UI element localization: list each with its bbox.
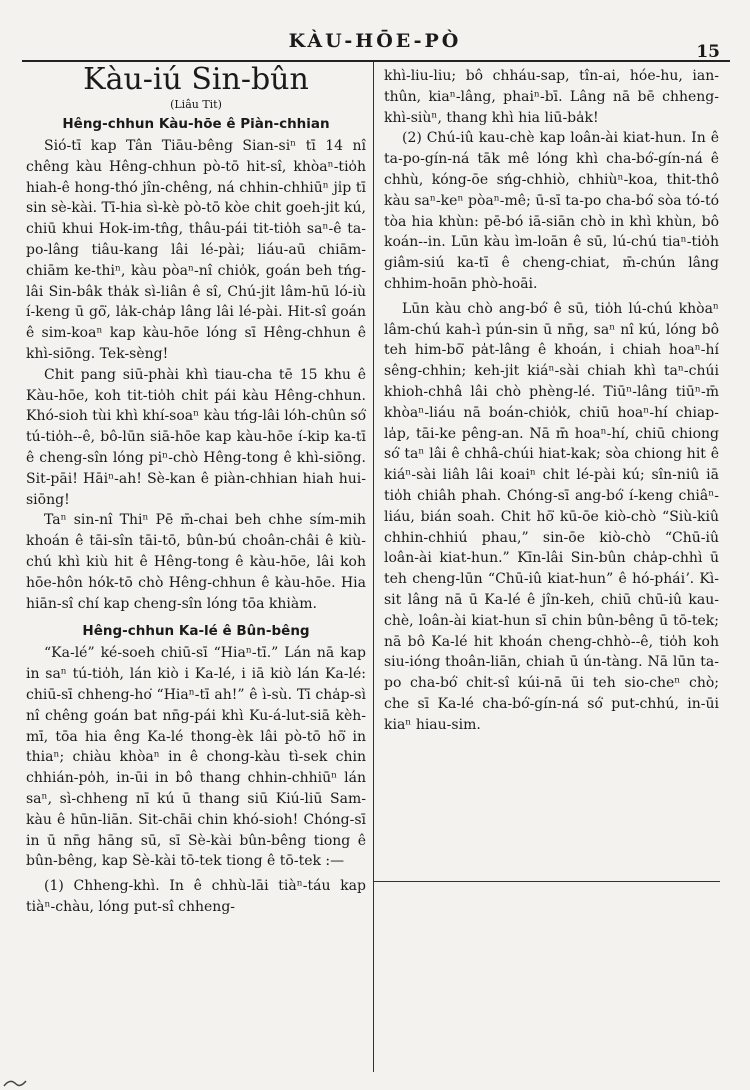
body-paragraph: “Ka-lé” ké-soeh chiū-sī “Hiaⁿ-tī.” Lán nā kap in saⁿ tú-tio̍h, lán kiò i Ka-lé, i iā kiò lán Ka-lé: chiū-sī chheng-ho͘ “Hiaⁿ-tī ah!” ê ì-sù. Tī cha̍p-sì nî chêng goán bat nn̄g-pái khì Ku-á-lut-siā kèh-mī, tōa hia êng Ka-lé thong-èk lâi pò-tō hō͘ in thiaⁿ; chiàu khòaⁿ in ê chong-kàu tì-sek chin chhián-po̍h, in-ūi in bô thang chhin-chhiūⁿ lán saⁿ, sì-chheng nī kú ū thang siū Kiú-liū Sam-kàu ê hūn-liān. Sit-chāi chin khó-sioh! Chóng-sī in ū nn̄g hāng sū, sī Sè-kài bûn-bêng tiong ê bûn-bêng, kap Sè-kài tō-tek tiong ê tō-tek :—	[26, 645, 366, 870]
body-paragraph: Lūn kàu chò ang-bó͘ ê sū, tio̍h lú-chú khòaⁿ lâm-chú kah-ì pún-sin ū nn̄g, saⁿ nî kú, lóng bô teh him-bō͘ pa̍t-lâng ê khoán, i chiah hoaⁿ-hí sêng-chhin; keh-ji̍t kiáⁿ-sài chiah khì taⁿ-chúi khioh-chhâ lâi chò phèng-lé. Tiūⁿ-lâng tiūⁿ-m̄ khòaⁿ-liáu nā boán-chio̍k, chiū hoaⁿ-hí chiap-la̍p, tāi-ke pêng-an. Nā m̄ hoaⁿ-hí, chiū chiong só͘ taⁿ lâi ê chhâ-chúi hiat-kak; sòa chiong hit ê kiáⁿ-sài liâh lâi koaiⁿ chi̍t lé-pài kú; sîn-niû iā tio̍h chiâh phah. Chóng-sī ang-bó͘ í-keng chiâⁿ-liáu, bián soah. Chit hō͘ kū-ōe kiò-chò “Siù-kiû chhin-chhiú phau,” sin-ōe kiò-chò “Chū-iû loân-ài kiat-hun.” Kīn-lâi Sin-bûn cha̍p-chhì ū teh cheng-lūn “Chū-iû kiat-hun” ê hó-pháiʼ. Kì-sit lâng nā ū Ka-lé ê jîn-keh, chiū chū-iû kau-chè, loân-ài kiat-hun sī chin bûn-bêng ū tō-tek; nā bô Ka-lé hit khoán cheng-chhò--ê, tio̍h koh siu-ióng thoân-liān, chiah ū ún-tàng. Nā lūn ta-po cha-bó͘ chi̍t-sî kúi-nā ūi teh sio-cheⁿ chò; che sī Ka-lé cha-bó͘-gín-ná só͘ put-chhú, in-ūi kiaⁿ hiau-sim.	[384, 300, 719, 733]
body-paragraph: Taⁿ sin-nî Thiⁿ Pē m̄-chai beh chhe sím-mih khoán ê tāi-sîn tāi-tō, bûn-bú choân-châi ê kiù-chú khì kiù hit ê Hêng-tong ê kàu-hōe, lâi koh hōe-hôn hók-tō chò Hêng-chhun ê kàu-hōe. Hia hiān-sî chí kap cheng-sîn lóng tōa khiàm.	[26, 512, 366, 612]
left-column	[26, 62, 366, 918]
article-title: Kàu-iú Sin-bûn	[83, 62, 309, 97]
body-paragraph: Chit pang siū-phài khì tiau-cha tē 15 khu ê Kàu-hōe, koh tit-tio̍h chi̍t pái kàu Hêng-chhun. Khó-sioh tùi khì khí-soaⁿ kàu tńg-lâi lóh-chûn só͘ tú-tio̍h--ê, bô-lūn siā-hōe kap kàu-hōe í-kip ka-tī ê cheng-sîn lóng piⁿ-chò Hêng-tong ê khì-siōng. Sit-pāi! Hāiⁿ-ah! Sè-kan ê piàn-chhian hiah hui-siōng!	[26, 366, 366, 508]
page-number: 15	[696, 42, 720, 62]
body-paragraph: (2) Chú-iû kau-chè kap loân-ài kiat-hun. In ê ta-po-gín-ná tāk mê lóng khì cha-bó͘-gín-ná ê chhù, kóng-ōe sńg-chhiò, chhiùⁿ-koa, thit-thô kàu saⁿ-keⁿ pòaⁿ-mê; ū-sī ta-po cha-bó͘ sòa tó-tó tòa hia khùn: pē-bó iā-siān chò in khì khùn, bô koán--in. Lūn kàu ìm-loān ê sū, lú-chú tiaⁿ-tio̍h giâm-siú ka-tī ê cheng-chiat, m̄-chún lâng chhim-hoān phò-hoāi.	[384, 130, 719, 292]
body-paragraph: khì-liu-liu; bô chháu-sap, tîn-ai, hóe-hu, ian-thûn, kiaⁿ-lâng, phaiⁿ-bī. Lâng nā bē chheng-khì-siùⁿ, thang khì hia liū-ba̍k!	[384, 68, 719, 126]
article-byline: (Liâu Tit)	[170, 98, 222, 111]
scan-edge-mark	[0, 1050, 40, 1090]
section-heading-hengchhun-kauhoe: Hêng-chhun Kàu-hōe ê Piàn-chhian	[62, 116, 330, 132]
section-heading-kale-bunbeng: Hêng-chhun Ka-lé ê Bûn-bêng	[82, 623, 310, 640]
right-column	[384, 66, 719, 736]
column-divider	[373, 62, 374, 1072]
running-title: KÀU-HŌE-PÒ	[288, 30, 462, 52]
column-end-rule	[374, 881, 720, 882]
body-paragraph: (1) Chheng-khì. In ê chhù-lāi tiàⁿ-táu kap tiàⁿ-chàu, lóng put-sî chheng-	[26, 878, 366, 915]
body-paragraph: Sió-tī kap Tân Tiāu-bêng Sian-siⁿ tī 14 nî chêng kàu Hêng-chhun pò-tō hit-sî, khòaⁿ-tio̍h hiah-ê hong-thó jîn-chêng, ná chhin-chhiūⁿ ji̍p tī sin sè-kài. Tī-hia sì-kè pò-tō kòe chi̍t goeh-ji̍t kú, chiū khui Hok-im-tn̂g, thâu-pái tit-tio̍h saⁿ-ê ta-po-lâng tiâu-kang lâi lé-pài; liáu-aū chiām-chiām ke-thiⁿ, kàu pòaⁿ-nî chio̍k, goán beh tńg-lâi Sin-bâk tha̍k sì-liân ê sî, Chú-ji̍t lâm-hū ló-iù í-keng ū gō͘, la̍k-cha̍p lâng lâi lé-pài. Hit-sî goán ê sim-koaⁿ kap kàu-hōe lóng sī Hêng-chhun ê khì-siōng. Tek-sèng!	[26, 138, 366, 362]
